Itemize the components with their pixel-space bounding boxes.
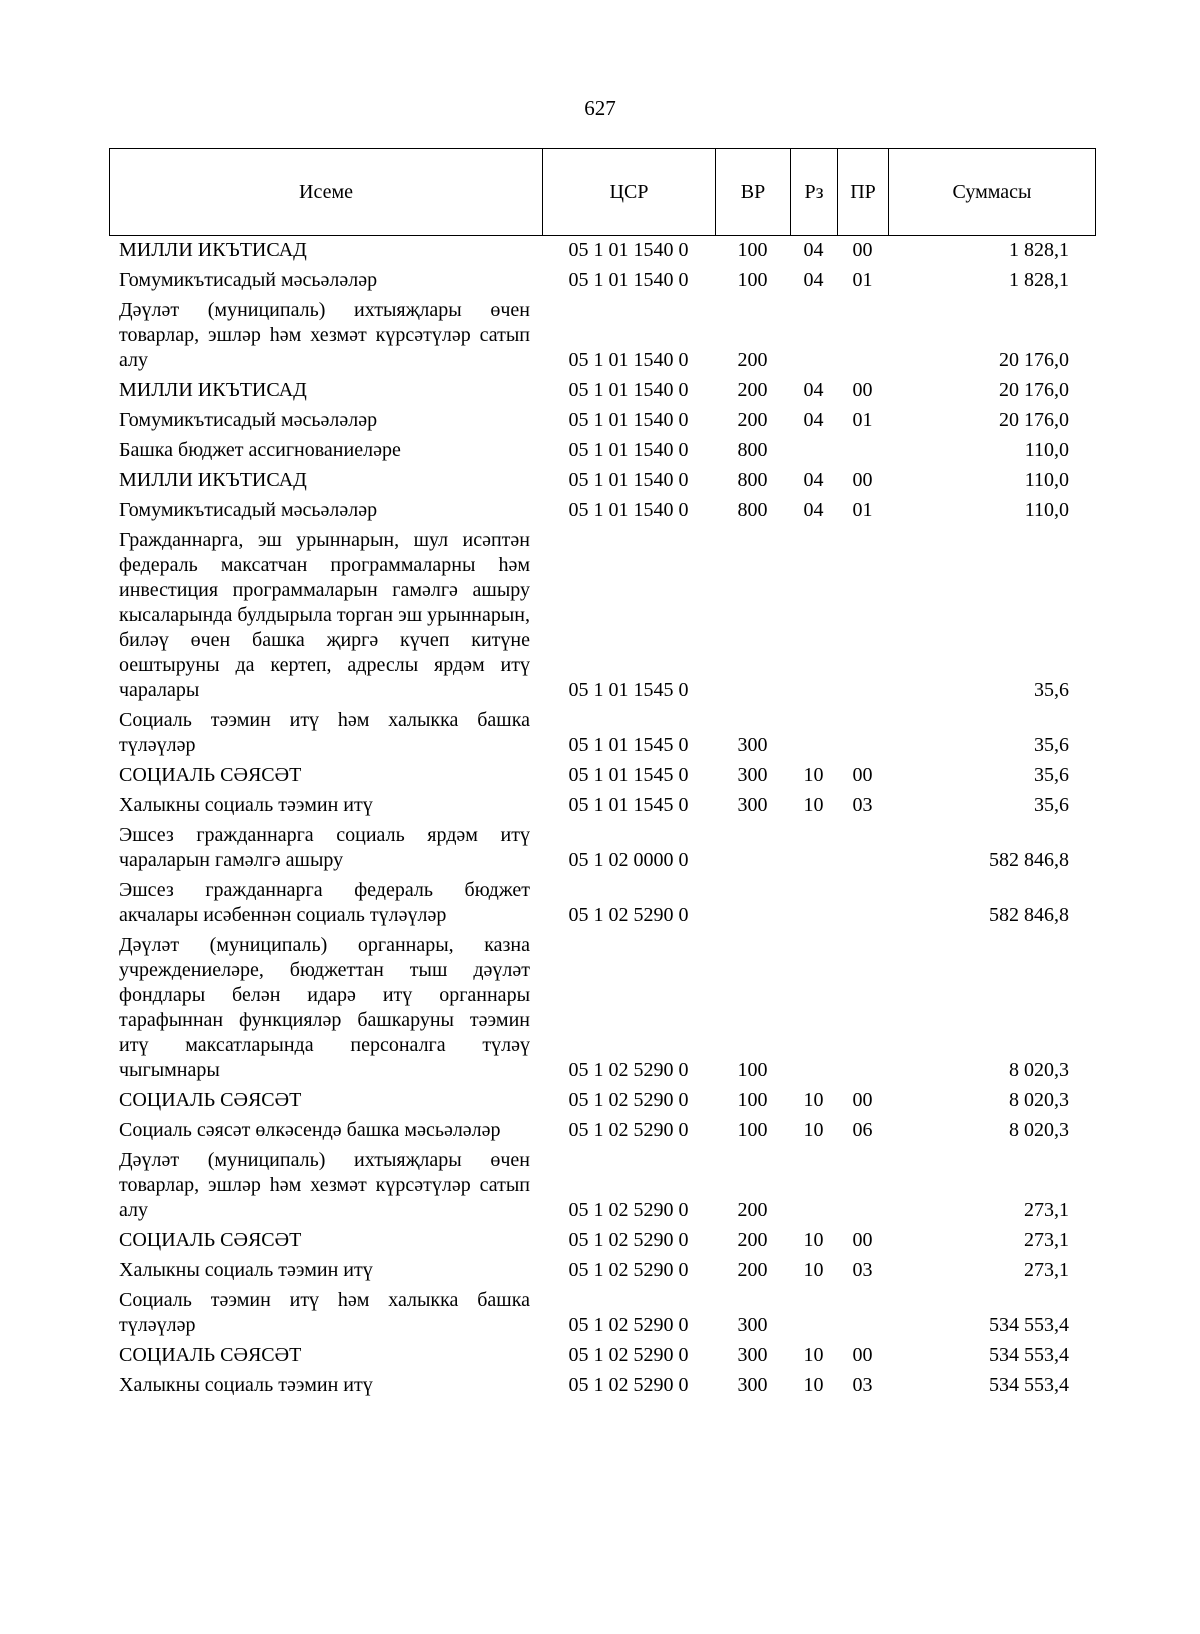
table-row: [109, 496, 1095, 526]
column-header-sum: Суммасы: [889, 149, 1096, 236]
cell-csr: 05 1 02 5290 0: [568, 904, 689, 926]
table-row: [109, 526, 1095, 706]
cell-pr: 00: [852, 469, 873, 491]
cell-pr: 03: [852, 794, 873, 816]
cell-pr: 00: [852, 1229, 873, 1251]
cell-pr: [837, 436, 888, 466]
cell-name: СОЦИАЛЬ СӘЯСӘТ: [119, 1089, 302, 1111]
cell-vr: 100: [737, 1089, 768, 1111]
cell-sum: 20 176,0: [999, 379, 1069, 401]
cell-vr: [715, 821, 790, 876]
budget-table: [109, 236, 1095, 1401]
column-header-name: Исеме: [110, 149, 543, 236]
cell-pr: [837, 526, 888, 706]
cell-vr: [715, 876, 790, 931]
cell-pr: 03: [852, 1374, 873, 1396]
cell-sum: 273,1: [1024, 1229, 1069, 1251]
cell-pr: [837, 821, 888, 876]
cell-csr: 05 1 01 1540 0: [568, 379, 689, 401]
cell-pr: 00: [852, 1344, 873, 1366]
cell-name: Дәүләт (муниципаль) ихтыяҗлары өчен товарлар, эшләр һәм хезмәт күрсәтүләр сатып алу: [119, 1149, 530, 1221]
cell-vr: 300: [737, 1314, 768, 1336]
cell-pr: [837, 876, 888, 931]
cell-name: Гомумикътисадый мәсьәләләр: [119, 499, 378, 521]
cell-rz: 10: [803, 1229, 824, 1251]
cell-name: СОЦИАЛЬ СӘЯСӘТ: [119, 1229, 302, 1251]
cell-name: Эшсез гражданнарга социаль ярдәм итү чараларын гамәлгә ашыру: [119, 824, 530, 871]
cell-csr: 05 1 01 1540 0: [568, 469, 689, 491]
cell-name: МИЛЛИ ИКЪТИСАД: [119, 239, 307, 261]
cell-name: МИЛЛИ ИКЪТИСАД: [119, 469, 307, 491]
table-row: [109, 376, 1095, 406]
column-header-vr: ВР: [716, 149, 791, 236]
cell-csr: 05 1 02 5290 0: [568, 1089, 689, 1111]
cell-csr: 05 1 02 5290 0: [568, 1374, 689, 1396]
table-row: [109, 1371, 1095, 1401]
cell-csr: 05 1 01 1545 0: [568, 794, 689, 816]
cell-name: Социаль сәясәт өлкәсендә башка мәсьәләләр: [119, 1119, 501, 1141]
cell-sum: 20 176,0: [999, 349, 1069, 371]
cell-sum: 35,6: [1034, 734, 1069, 756]
cell-rz: 10: [803, 794, 824, 816]
cell-csr: 05 1 02 5290 0: [568, 1344, 689, 1366]
cell-name: Эшсез гражданнарга федераль бюджет акчалары исәбеннән социаль түләүләр: [119, 879, 530, 926]
cell-rz: [790, 931, 837, 1086]
cell-rz: [790, 1146, 837, 1226]
table-row: [109, 296, 1095, 376]
table-row: [109, 791, 1095, 821]
cell-sum: 8 020,3: [1009, 1119, 1069, 1141]
cell-rz: 10: [803, 1344, 824, 1366]
table-row: [109, 1116, 1095, 1146]
column-header-pr: ПР: [838, 149, 889, 236]
cell-sum: 110,0: [1024, 499, 1069, 521]
cell-csr: 05 1 02 5290 0: [568, 1314, 689, 1336]
cell-name: Социаль тәэмин итү һәм халыкка башка түләүләр: [119, 709, 530, 756]
cell-vr: 200: [737, 349, 768, 371]
cell-rz: [790, 436, 837, 466]
cell-csr: 05 1 01 1540 0: [568, 499, 689, 521]
cell-sum: 582 846,8: [989, 904, 1069, 926]
cell-vr: 300: [737, 734, 768, 756]
cell-csr: 05 1 02 0000 0: [568, 849, 689, 871]
cell-pr: 00: [852, 764, 873, 786]
cell-rz: [790, 876, 837, 931]
cell-name: Гражданнарга, эш урыннарын, шул исәптән федераль максатчан программаларны һәм инвестиция программаларын гамәлгә ашыру кысаларында булдырыла торган эш урыннарын, биләү өчен башка җиргә күчеп китүне оештыруны да кертеп, адреслы ярдәм итү чаралары: [119, 529, 530, 701]
cell-csr: 05 1 01 1545 0: [568, 764, 689, 786]
cell-pr: [837, 296, 888, 376]
cell-sum: 35,6: [1034, 679, 1069, 701]
cell-vr: 100: [737, 1059, 768, 1081]
cell-vr: 800: [737, 499, 768, 521]
cell-pr: 00: [852, 1089, 873, 1111]
cell-name: Халыкны социаль тәэмин итү: [119, 1259, 373, 1281]
table-row: [109, 876, 1095, 931]
cell-csr: 05 1 01 1540 0: [568, 409, 689, 431]
cell-pr: 01: [852, 269, 873, 291]
table-row: [109, 1256, 1095, 1286]
cell-pr: 01: [852, 409, 873, 431]
cell-vr: 800: [737, 439, 768, 461]
cell-rz: 10: [803, 764, 824, 786]
cell-csr: 05 1 02 5290 0: [568, 1199, 689, 1221]
table-row: [109, 1341, 1095, 1371]
cell-rz: [790, 706, 837, 761]
cell-rz: 10: [803, 1259, 824, 1281]
cell-csr: 05 1 01 1540 0: [568, 349, 689, 371]
cell-csr: 05 1 01 1540 0: [568, 239, 689, 261]
cell-name: Дәүләт (муниципаль) органнары, казна учреждениеләре, бюджеттан тыш дәүләт фондлары белән идарә итү органнары тарафыннан функцияләр башкаруны тәэмин итү максатларында персоналга түләү чыгымнары: [119, 934, 530, 1081]
cell-sum: 534 553,4: [989, 1344, 1069, 1366]
cell-name: Башка бюджет ассигнованиеләре: [119, 439, 401, 461]
cell-name: СОЦИАЛЬ СӘЯСӘТ: [119, 1344, 302, 1366]
cell-name: Халыкны социаль тәэмин итү: [119, 794, 373, 816]
cell-vr: 200: [737, 379, 768, 401]
cell-rz: [790, 821, 837, 876]
cell-rz: 04: [803, 469, 824, 491]
cell-sum: 8 020,3: [1009, 1089, 1069, 1111]
cell-pr: [837, 706, 888, 761]
table-row: [109, 436, 1095, 466]
cell-vr: 300: [737, 1374, 768, 1396]
cell-sum: 110,0: [1024, 469, 1069, 491]
cell-name: Халыкны социаль тәэмин итү: [119, 1374, 373, 1396]
cell-vr: 100: [737, 239, 768, 261]
cell-rz: 10: [803, 1119, 824, 1141]
cell-vr: 100: [737, 269, 768, 291]
column-header-csr: ЦСР: [543, 149, 716, 236]
cell-vr: 300: [737, 1344, 768, 1366]
table-row: [109, 706, 1095, 761]
table-row: [109, 761, 1095, 791]
table-row: [109, 821, 1095, 876]
cell-sum: 534 553,4: [989, 1314, 1069, 1336]
table-row: [109, 1286, 1095, 1341]
cell-rz: [790, 1286, 837, 1341]
cell-csr: 05 1 01 1540 0: [568, 439, 689, 461]
cell-name: МИЛЛИ ИКЪТИСАД: [119, 379, 307, 401]
cell-csr: 05 1 01 1540 0: [568, 269, 689, 291]
table-row: [109, 1086, 1095, 1116]
column-header-rz: Рз: [791, 149, 838, 236]
cell-sum: 110,0: [1024, 439, 1069, 461]
cell-name: СОЦИАЛЬ СӘЯСӘТ: [119, 764, 302, 786]
cell-name: Гомумикътисадый мәсьәләләр: [119, 409, 378, 431]
cell-sum: 20 176,0: [999, 409, 1069, 431]
table-row: [109, 1146, 1095, 1226]
table-header: [109, 148, 1096, 236]
cell-csr: 05 1 02 5290 0: [568, 1259, 689, 1281]
cell-sum: 1 828,1: [1009, 269, 1069, 291]
cell-pr: 00: [852, 239, 873, 261]
cell-rz: [790, 296, 837, 376]
cell-sum: 35,6: [1034, 764, 1069, 786]
cell-pr: 06: [852, 1119, 873, 1141]
cell-vr: 200: [737, 409, 768, 431]
cell-csr: 05 1 01 1545 0: [568, 679, 689, 701]
cell-sum: 582 846,8: [989, 849, 1069, 871]
cell-vr: 800: [737, 469, 768, 491]
page-number: 627: [584, 96, 616, 120]
cell-name: Социаль тәэмин итү һәм халыкка башка түләүләр: [119, 1289, 530, 1336]
cell-pr: [837, 1146, 888, 1226]
cell-name: Дәүләт (муниципаль) ихтыяҗлары өчен товарлар, эшләр һәм хезмәт күрсәтүләр сатып алу: [119, 299, 530, 371]
cell-rz: 04: [803, 379, 824, 401]
cell-csr: 05 1 02 5290 0: [568, 1229, 689, 1251]
cell-vr: 100: [737, 1119, 768, 1141]
cell-vr: 200: [737, 1199, 768, 1221]
cell-rz: 04: [803, 499, 824, 521]
table-row: [109, 236, 1095, 266]
cell-vr: [715, 526, 790, 706]
table-row: [109, 406, 1095, 436]
cell-vr: 300: [737, 764, 768, 786]
cell-sum: 273,1: [1024, 1259, 1069, 1281]
cell-vr: 200: [737, 1229, 768, 1251]
cell-pr: 00: [852, 379, 873, 401]
cell-rz: [790, 526, 837, 706]
table-row: [109, 466, 1095, 496]
cell-pr: [837, 931, 888, 1086]
cell-rz: 04: [803, 409, 824, 431]
cell-pr: 01: [852, 499, 873, 521]
cell-rz: 04: [803, 239, 824, 261]
cell-vr: 200: [737, 1259, 768, 1281]
cell-rz: 04: [803, 269, 824, 291]
cell-sum: 1 828,1: [1009, 239, 1069, 261]
cell-pr: 03: [852, 1259, 873, 1281]
table-body: [109, 236, 1095, 1401]
cell-pr: [837, 1286, 888, 1341]
cell-sum: 8 020,3: [1009, 1059, 1069, 1081]
cell-sum: 534 553,4: [989, 1374, 1069, 1396]
cell-name: Гомумикътисадый мәсьәләләр: [119, 269, 378, 291]
cell-csr: 05 1 02 5290 0: [568, 1119, 689, 1141]
table-row: [109, 1226, 1095, 1256]
cell-csr: 05 1 01 1545 0: [568, 734, 689, 756]
table-row: [109, 931, 1095, 1086]
cell-rz: 10: [803, 1089, 824, 1111]
cell-rz: 10: [803, 1374, 824, 1396]
cell-sum: 273,1: [1024, 1199, 1069, 1221]
cell-sum: 35,6: [1034, 794, 1069, 816]
table-row: [109, 266, 1095, 296]
cell-vr: 300: [737, 794, 768, 816]
cell-csr: 05 1 02 5290 0: [568, 1059, 689, 1081]
